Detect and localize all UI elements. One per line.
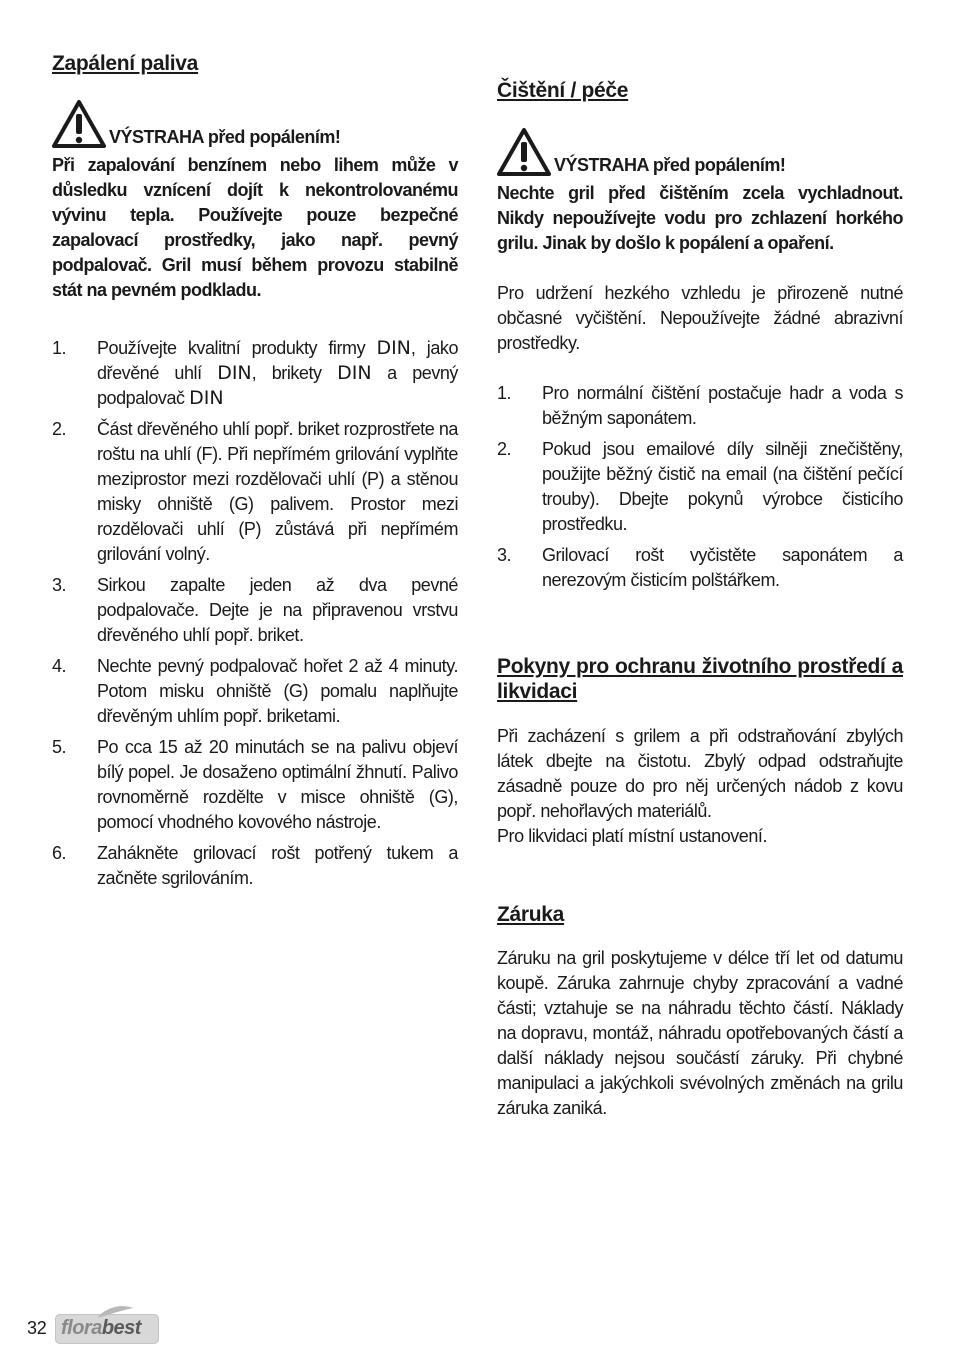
environment-text: Při zacházení s grilem a při odstraňování zbylých látek dbejte na čistotu. Zbylý odpad odstraňujte zásadně pouze do pro něj určených nádob z kovu popř. nehořlavých materiálů. bbox=[497, 726, 903, 821]
warning-header bbox=[497, 128, 903, 178]
warning-header bbox=[52, 100, 458, 150]
din-label: DIN bbox=[189, 387, 224, 409]
warning-title: VÝSTRAHA před popálením! bbox=[109, 127, 341, 147]
warning-text: Při zapalování benzínem nebo lihem může v důsledku vznícení dojít k nekontrolovanému vývinu tepla. Používejte pouze bezpečné zapalovací prostředky, jako např. pevný podpalovač. Gril musí během provozu stabilně stát na pevném podkladu. bbox=[52, 155, 458, 300]
din-label: DIN bbox=[337, 362, 372, 384]
list-item: 1. Pro normální čištění postačuje hadr a voda s běžným saponátem. bbox=[497, 383, 903, 428]
ignition-steps-list bbox=[52, 336, 458, 897]
list-item: 6. Zahákněte grilovací rošt potřený tukem a začněte sgrilováním. bbox=[52, 843, 458, 888]
section-heading-warranty: Záruka bbox=[497, 903, 565, 926]
section-heading-environment: Pokyny pro ochranu životního prostředí a likvidaci bbox=[497, 655, 903, 703]
warranty-text: Záruku na gril poskytujeme v délce tří let od datumu koupě. Záruka zahrnuje chyby zpracování a vadné části; vztahuje se na náhradu těchto částí. Náklady na dopravu, montáž, náhradu opotřebovaných částí a další náklady nejsou součástí záruky. Při chybné manipulaci a jakýchkoli svévolných změnách na grilu záruka zaniká. bbox=[497, 948, 903, 1118]
warning-triangle-icon bbox=[497, 128, 551, 176]
warning-text: Nechte gril před čištěním zcela vychladnout. Nikdy nepoužívejte vodu pro zchlazení horkého grilu. Jinak by došlo k popálení a opaření. bbox=[497, 183, 903, 253]
list-item: 2. Pokud jsou emailové díly silněji znečištěny, použijte běžný čistič na email (na čištění pečící trouby). Dbejte pokynů výrobce čisticího prostředku. bbox=[497, 439, 903, 534]
list-item: 4. Nechte pevný podpalovač hořet 2 až 4 minuty. Potom misku ohniště (G) pomalu naplňujte dřevěným uhlím popř. briketami. bbox=[52, 656, 458, 726]
cleaning-steps-list bbox=[497, 381, 903, 599]
section-heading-ignition: Zapálení paliva bbox=[52, 52, 199, 75]
list-item: 3. Sirkou zapalte jeden až dva pevné podpalovače. Dejte je na připravenou vrstvu dřevěného uhlí popř. briket. bbox=[52, 575, 458, 645]
page-number: 32 bbox=[27, 1318, 47, 1338]
list-item: 1. Používejte kvalitní produkty firmy DIN, jako dřevěné uhlí DIN, brikety DIN a pevný podpalovač DIN bbox=[52, 337, 459, 409]
list-item: 2. Část dřevěného uhlí popř. briket rozprostřete na roštu na uhlí (F). Při nepřímém grilování vyplňte meziprostor mezi rozdělovači uhlí (P) a stěnou misky ohniště (G) palivem. Prostor mezi rozdělovači uhlí (P) zůstává při nepřímém grilování volný. bbox=[52, 419, 458, 564]
warning-triangle-icon bbox=[52, 100, 106, 148]
disposal-text: Pro likvidaci platí místní ustanovení. bbox=[497, 826, 768, 846]
list-item: 3. Grilovací rošt vyčistěte saponátem a nerezovým čisticím polštářkem. bbox=[497, 545, 903, 590]
list-item: 5. Po cca 15 až 20 minutách se na palivu objeví bílý popel. Je dosaženo optimální žhnutí. Palivo rovnoměrně rozdělte v misce ohniště (G), pomocí vhodného kovového nástroje. bbox=[52, 737, 458, 832]
logo-text: florabest bbox=[61, 1317, 141, 1339]
din-label: DIN bbox=[376, 337, 411, 359]
din-label: DIN bbox=[217, 362, 252, 384]
warning-title: VÝSTRAHA před popálením! bbox=[554, 155, 786, 175]
cleaning-intro: Pro udržení hezkého vzhledu je přirozeně nutné občasné vyčištění. Nepoužívejte žádné abrazivní prostředky. bbox=[497, 283, 903, 353]
florabest-logo bbox=[55, 1314, 159, 1344]
section-heading-cleaning: Čištění / péče bbox=[497, 79, 629, 102]
